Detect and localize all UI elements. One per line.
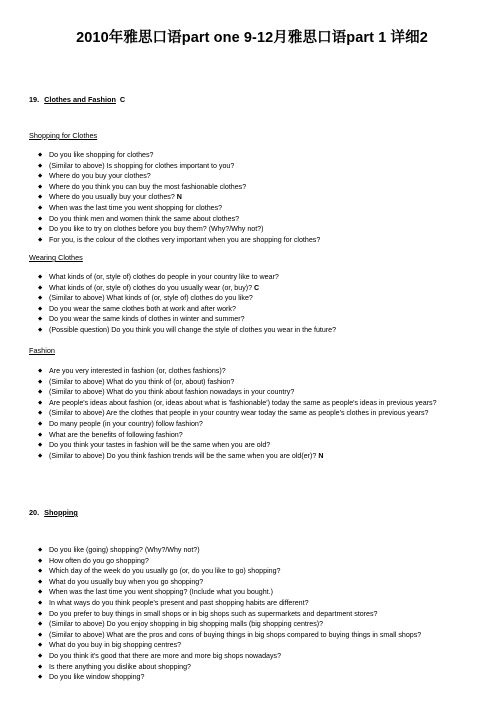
list-item: ◆ What are the benefits of following fashion? (38, 430, 183, 439)
list-item: ◆ What do you usually buy when you go shopping? (38, 577, 204, 586)
bullet-icon: ◆ (38, 599, 43, 606)
list-item: ◆ Where do you think you can buy the most fashionable clothes? (38, 182, 247, 191)
list-item: ◆ What kinds of (or, style of) clothes do people in your country like to wear? (38, 273, 279, 281)
bullet-icon: ◆ (38, 152, 43, 158)
list-item: ◆ When was the last time you went shopping for clothes? (38, 203, 223, 212)
list-item: ◆ What do you buy in big shopping centres? (38, 641, 182, 650)
list-item: ◆ Do you think it's good that there are more and more big shops nowadays? (38, 651, 282, 660)
list-item: ◆ Is there anything you dislike about shopping? (38, 662, 191, 671)
section-tag: C (119, 95, 126, 104)
bullet-icon: ◆ (38, 631, 43, 638)
bullet-icon: ◆ (38, 621, 43, 628)
bullet-icon: ◆ (38, 226, 43, 233)
list-item: ◆ (Similar to above) What do you think of (or, about) fashion? (38, 377, 235, 386)
list-item: ◆ Do you prefer to buy things in small shops or in big shops such as supermarkets and department stores? (38, 609, 378, 618)
bullet-icon: ◆ (38, 316, 43, 323)
bullet-icon: ◆ (38, 274, 43, 280)
list-item: ◆ Do you wear the same clothes both at work and after work? (38, 304, 236, 313)
question-list (0, 366, 504, 461)
bullet-icon: ◆ (38, 674, 43, 681)
bullet-icon: ◆ (38, 368, 43, 374)
bullet-icon: ◆ (38, 410, 43, 417)
list-item: ◆ Do you like window shopping? (38, 673, 145, 682)
bullet-icon: ◆ (38, 399, 43, 406)
bullet-icon: ◆ (38, 305, 43, 312)
section-heading (29, 508, 82, 517)
list-item: ◆ How often do you go shopping? (38, 556, 149, 565)
bullet-icon: ◆ (38, 589, 43, 596)
subheading: Fashion (29, 346, 55, 355)
bullet-icon: ◆ (38, 204, 43, 211)
bullet-icon: ◆ (38, 568, 43, 575)
bullet-icon: ◆ (38, 389, 43, 396)
list-item: ◆ For you, is the colour of the clothes very important when you are shopping for clothes? (38, 235, 321, 244)
bullet-icon: ◆ (38, 431, 43, 438)
bullet-icon: ◆ (38, 442, 43, 449)
bullet-icon: ◆ (38, 663, 43, 670)
list-item: ◆ Do many people (in your country) follow fashion? (38, 419, 203, 428)
question-list (0, 150, 504, 245)
list-item: ◆ (Similar to above) What do you think about fashion nowadays in your country? (38, 388, 295, 397)
list-item: ◆ Are people's ideas about fashion (or, ideas about what is 'fashionable') today the same as people's ideas in previous years? (38, 398, 437, 407)
list-item: ◆ Do you think your tastes in fashion will be the same when you are old? (38, 441, 271, 450)
list-item: ◆ (Possible question) Do you think you will change the style of clothes you wear in the future? (38, 325, 337, 334)
bullet-icon: ◆ (38, 652, 43, 659)
bullet-icon: ◆ (38, 610, 43, 617)
list-item: ◆ (Similar to above) Are the clothes that people in your country wear today the same as people's clothes in previous years? (38, 409, 429, 418)
bullet-icon: ◆ (38, 547, 43, 553)
bullet-icon: ◆ (38, 578, 43, 585)
document-title: 2010年雅思口语part one 9-12月雅思口语part 1 详细2 (76, 30, 428, 46)
bullet-icon: ◆ (38, 557, 43, 564)
bullet-icon: ◆ (38, 452, 43, 459)
bullet-icon: ◆ (38, 378, 43, 385)
question-list (0, 545, 504, 683)
list-item: ◆ (Similar to above) What kinds of (or, style of) clothes do you like? (38, 294, 253, 303)
list-item: ◆ Do you like shopping for clothes? (38, 151, 154, 159)
section-heading (29, 95, 125, 104)
bullet-icon: ◆ (38, 215, 43, 222)
list-item: ◆ What kinds of (or, style of) clothes do you usually wear (or, buy)? C (38, 283, 260, 292)
bullet-icon: ◆ (38, 326, 43, 333)
bullet-icon: ◆ (38, 194, 43, 201)
list-item: ◆ Are you very interested in fashion (or, clothes fashions)? (38, 367, 226, 375)
list-item: ◆ Do you wear the same kinds of clothes in winter and summer? (38, 315, 245, 324)
list-item: ◆ Which day of the week do you usually go (or, do you like to go) shopping? (38, 567, 281, 576)
section-number: 19. (29, 95, 40, 104)
section-number: 20. (29, 508, 40, 517)
list-item: ◆ (Similar to above) Do you enjoy shopping in big shopping malls (big shopping centres)? (38, 620, 324, 629)
bullet-icon: ◆ (38, 420, 43, 427)
section-title: Clothes and Fashion (44, 95, 116, 104)
list-item: ◆ When was the last time you went shopping? (Include what you bought.) (38, 588, 273, 597)
question-list (0, 272, 504, 336)
list-item: ◆ Do you like (going) shopping? (Why?/Why not?) (38, 546, 200, 554)
bullet-icon: ◆ (38, 162, 43, 169)
list-item: ◆ (Similar to above) Do you think fashion trends will be the same when you are old(er)? N (38, 451, 324, 460)
list-item: ◆ (Similar to above) What are the pros and cons of buying things in big shops compared to buying things in small shops? (38, 630, 422, 639)
bullet-icon: ◆ (38, 284, 43, 291)
subheading: Shopping for Clothes (29, 131, 98, 140)
list-item: ◆ Where do you usually buy your clothes? N (38, 193, 182, 202)
list-item: ◆ Where do you buy your clothes? (38, 172, 151, 181)
list-item: ◆ Do you like to try on clothes before you buy them? (Why?/Why not?) (38, 225, 264, 234)
section-title: Shopping (44, 508, 78, 517)
bullet-icon: ◆ (38, 642, 43, 649)
bullet-icon: ◆ (38, 236, 43, 243)
bullet-icon: ◆ (38, 295, 43, 302)
subheading: Wearing Clothes (29, 253, 83, 262)
list-item: ◆ In what ways do you think people's present and past shopping habits are different? (38, 598, 309, 607)
bullet-icon: ◆ (38, 173, 43, 180)
list-item: ◆ Do you think men and women think the same about clothes? (38, 214, 240, 223)
list-item: ◆ (Similar to above) Is shopping for clothes important to you? (38, 161, 235, 170)
bullet-icon: ◆ (38, 183, 43, 190)
